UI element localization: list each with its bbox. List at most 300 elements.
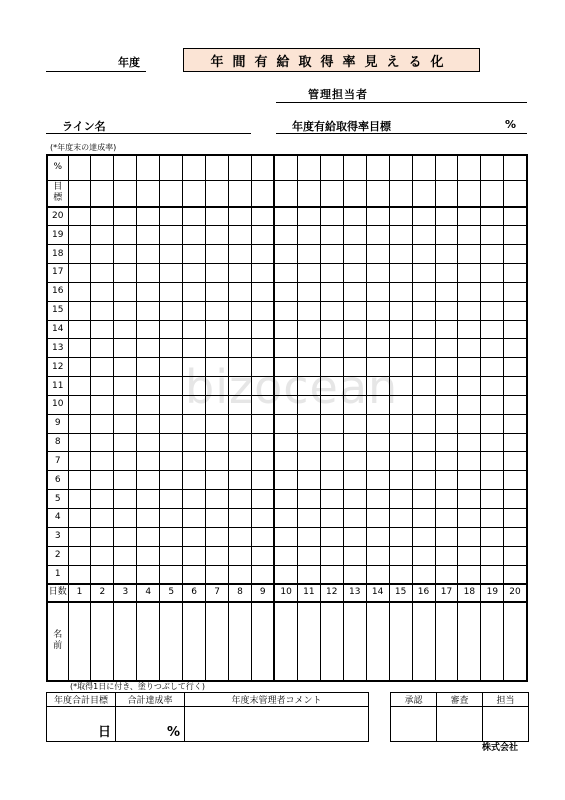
fill-cell[interactable]: [504, 414, 527, 433]
fill-cell[interactable]: [160, 395, 183, 414]
fill-cell[interactable]: [252, 452, 275, 471]
fill-cell[interactable]: [137, 282, 160, 301]
fill-cell[interactable]: [206, 226, 229, 245]
fill-cell[interactable]: [435, 245, 458, 264]
fill-cell[interactable]: [320, 509, 343, 528]
percent-cell[interactable]: [481, 155, 504, 180]
fill-cell[interactable]: [435, 377, 458, 396]
fill-cell[interactable]: [366, 207, 389, 226]
target-cell[interactable]: [458, 180, 481, 207]
fill-cell[interactable]: [274, 433, 297, 452]
target-cell[interactable]: [389, 180, 412, 207]
fill-cell[interactable]: [68, 527, 91, 546]
fill-cell[interactable]: [320, 452, 343, 471]
fill-cell[interactable]: [320, 207, 343, 226]
fill-cell[interactable]: [389, 301, 412, 320]
fill-cell[interactable]: [297, 301, 320, 320]
fill-cell[interactable]: [412, 320, 435, 339]
fill-cell[interactable]: [160, 509, 183, 528]
fill-cell[interactable]: [274, 282, 297, 301]
fill-cell[interactable]: [366, 433, 389, 452]
fill-cell[interactable]: [91, 358, 114, 377]
fill-cell[interactable]: [206, 245, 229, 264]
fill-cell[interactable]: [389, 452, 412, 471]
fill-cell[interactable]: [274, 245, 297, 264]
fill-cell[interactable]: [481, 245, 504, 264]
percent-cell[interactable]: [206, 155, 229, 180]
fill-cell[interactable]: [297, 282, 320, 301]
fill-cell[interactable]: [297, 490, 320, 509]
fill-cell[interactable]: [160, 264, 183, 283]
fill-cell[interactable]: [297, 433, 320, 452]
fill-cell[interactable]: [481, 527, 504, 546]
fill-cell[interactable]: [412, 377, 435, 396]
fill-cell[interactable]: [412, 207, 435, 226]
fill-cell[interactable]: [114, 339, 137, 358]
fill-cell[interactable]: [435, 546, 458, 565]
fill-cell[interactable]: [68, 245, 91, 264]
fill-cell[interactable]: [435, 527, 458, 546]
fill-cell[interactable]: [229, 414, 252, 433]
target-cell[interactable]: [206, 180, 229, 207]
fill-cell[interactable]: [206, 490, 229, 509]
fill-cell[interactable]: [68, 471, 91, 490]
fill-cell[interactable]: [274, 452, 297, 471]
fill-cell[interactable]: [114, 395, 137, 414]
fill-cell[interactable]: [183, 301, 206, 320]
fill-cell[interactable]: [183, 207, 206, 226]
fill-cell[interactable]: [252, 527, 275, 546]
name-cell[interactable]: [137, 602, 160, 681]
fill-cell[interactable]: [435, 509, 458, 528]
name-cell[interactable]: [389, 602, 412, 681]
target-cell[interactable]: [252, 180, 275, 207]
fill-cell[interactable]: [160, 282, 183, 301]
fill-cell[interactable]: [389, 565, 412, 584]
fill-cell[interactable]: [206, 358, 229, 377]
name-cell[interactable]: [481, 602, 504, 681]
fill-cell[interactable]: [252, 565, 275, 584]
fill-cell[interactable]: [68, 414, 91, 433]
fill-cell[interactable]: [137, 320, 160, 339]
fill-cell[interactable]: [68, 339, 91, 358]
fill-cell[interactable]: [366, 245, 389, 264]
fill-cell[interactable]: [252, 264, 275, 283]
percent-cell[interactable]: [114, 155, 137, 180]
fill-cell[interactable]: [481, 546, 504, 565]
fill-cell[interactable]: [389, 264, 412, 283]
fill-cell[interactable]: [320, 226, 343, 245]
fill-cell[interactable]: [206, 301, 229, 320]
fill-cell[interactable]: [297, 339, 320, 358]
fill-cell[interactable]: [389, 339, 412, 358]
fill-cell[interactable]: [229, 226, 252, 245]
review-stamp-field[interactable]: [437, 707, 483, 742]
fill-cell[interactable]: [297, 565, 320, 584]
fill-cell[interactable]: [137, 414, 160, 433]
fill-cell[interactable]: [274, 320, 297, 339]
fill-cell[interactable]: [412, 226, 435, 245]
fill-cell[interactable]: [68, 565, 91, 584]
fill-cell[interactable]: [320, 395, 343, 414]
fill-cell[interactable]: [114, 509, 137, 528]
fill-cell[interactable]: [183, 245, 206, 264]
fill-cell[interactable]: [412, 546, 435, 565]
fill-cell[interactable]: [481, 414, 504, 433]
fill-cell[interactable]: [389, 377, 412, 396]
fill-cell[interactable]: [297, 509, 320, 528]
fill-cell[interactable]: [183, 509, 206, 528]
fill-cell[interactable]: [504, 264, 527, 283]
fill-cell[interactable]: [252, 301, 275, 320]
fill-cell[interactable]: [91, 565, 114, 584]
fill-cell[interactable]: [274, 509, 297, 528]
fill-cell[interactable]: [481, 320, 504, 339]
fill-cell[interactable]: [114, 320, 137, 339]
fill-cell[interactable]: [366, 509, 389, 528]
name-cell[interactable]: [183, 602, 206, 681]
fill-cell[interactable]: [481, 377, 504, 396]
percent-cell[interactable]: [458, 155, 481, 180]
fill-cell[interactable]: [297, 546, 320, 565]
fill-cell[interactable]: [504, 509, 527, 528]
approve-stamp-field[interactable]: [391, 707, 437, 742]
fill-cell[interactable]: [252, 377, 275, 396]
fill-cell[interactable]: [252, 245, 275, 264]
target-cell[interactable]: [343, 180, 366, 207]
comment-field[interactable]: [185, 707, 369, 742]
fill-cell[interactable]: [252, 395, 275, 414]
fill-cell[interactable]: [160, 546, 183, 565]
fill-cell[interactable]: [137, 527, 160, 546]
fill-cell[interactable]: [91, 546, 114, 565]
target-cell[interactable]: [297, 180, 320, 207]
fill-cell[interactable]: [366, 377, 389, 396]
fill-cell[interactable]: [504, 452, 527, 471]
fill-cell[interactable]: [435, 565, 458, 584]
fill-cell[interactable]: [412, 471, 435, 490]
fill-cell[interactable]: [412, 395, 435, 414]
fill-cell[interactable]: [412, 452, 435, 471]
fill-cell[interactable]: [366, 264, 389, 283]
fill-cell[interactable]: [504, 339, 527, 358]
fill-cell[interactable]: [389, 490, 412, 509]
fill-cell[interactable]: [229, 565, 252, 584]
fill-cell[interactable]: [389, 207, 412, 226]
name-cell[interactable]: [252, 602, 275, 681]
fill-cell[interactable]: [320, 414, 343, 433]
fill-cell[interactable]: [435, 490, 458, 509]
fill-cell[interactable]: [458, 490, 481, 509]
fill-cell[interactable]: [297, 452, 320, 471]
fill-cell[interactable]: [229, 471, 252, 490]
fill-cell[interactable]: [343, 301, 366, 320]
fill-cell[interactable]: [458, 471, 481, 490]
fill-cell[interactable]: [320, 339, 343, 358]
fill-cell[interactable]: [435, 207, 458, 226]
fill-cell[interactable]: [183, 527, 206, 546]
fill-cell[interactable]: [458, 395, 481, 414]
fill-cell[interactable]: [320, 320, 343, 339]
fill-cell[interactable]: [91, 282, 114, 301]
total-rate-field[interactable]: [116, 707, 185, 742]
fill-cell[interactable]: [389, 226, 412, 245]
fill-cell[interactable]: [504, 471, 527, 490]
fill-cell[interactable]: [274, 565, 297, 584]
fill-cell[interactable]: [412, 358, 435, 377]
percent-cell[interactable]: [183, 155, 206, 180]
fill-cell[interactable]: [504, 282, 527, 301]
percent-cell[interactable]: [343, 155, 366, 180]
fill-cell[interactable]: [91, 320, 114, 339]
fill-cell[interactable]: [91, 226, 114, 245]
fill-cell[interactable]: [252, 471, 275, 490]
fill-cell[interactable]: [68, 301, 91, 320]
fill-cell[interactable]: [412, 301, 435, 320]
fill-cell[interactable]: [504, 358, 527, 377]
fill-cell[interactable]: [160, 320, 183, 339]
fill-cell[interactable]: [412, 490, 435, 509]
fill-cell[interactable]: [320, 490, 343, 509]
fill-cell[interactable]: [274, 490, 297, 509]
fill-cell[interactable]: [412, 339, 435, 358]
fill-cell[interactable]: [137, 395, 160, 414]
fill-cell[interactable]: [160, 452, 183, 471]
fill-cell[interactable]: [229, 245, 252, 264]
fill-cell[interactable]: [206, 339, 229, 358]
fill-cell[interactable]: [366, 282, 389, 301]
fill-cell[interactable]: [435, 452, 458, 471]
fill-cell[interactable]: [160, 490, 183, 509]
name-cell[interactable]: [504, 602, 527, 681]
fill-cell[interactable]: [504, 207, 527, 226]
fill-cell[interactable]: [229, 358, 252, 377]
fill-cell[interactable]: [504, 565, 527, 584]
fill-cell[interactable]: [389, 433, 412, 452]
fill-cell[interactable]: [458, 452, 481, 471]
fill-cell[interactable]: [114, 377, 137, 396]
target-cell[interactable]: [68, 180, 91, 207]
fill-cell[interactable]: [252, 358, 275, 377]
fill-cell[interactable]: [297, 358, 320, 377]
fill-cell[interactable]: [320, 471, 343, 490]
percent-cell[interactable]: [297, 155, 320, 180]
percent-cell[interactable]: [274, 155, 297, 180]
fill-cell[interactable]: [229, 509, 252, 528]
fill-cell[interactable]: [160, 226, 183, 245]
fill-cell[interactable]: [206, 546, 229, 565]
fill-cell[interactable]: [229, 452, 252, 471]
fill-cell[interactable]: [68, 320, 91, 339]
target-cell[interactable]: [91, 180, 114, 207]
fill-cell[interactable]: [114, 207, 137, 226]
fill-cell[interactable]: [320, 527, 343, 546]
fill-cell[interactable]: [412, 264, 435, 283]
fill-cell[interactable]: [252, 226, 275, 245]
fill-cell[interactable]: [206, 282, 229, 301]
fill-cell[interactable]: [366, 358, 389, 377]
name-cell[interactable]: [160, 602, 183, 681]
name-cell[interactable]: [91, 602, 114, 681]
fill-cell[interactable]: [137, 509, 160, 528]
fill-cell[interactable]: [458, 207, 481, 226]
fill-cell[interactable]: [458, 358, 481, 377]
fill-cell[interactable]: [412, 245, 435, 264]
fill-cell[interactable]: [114, 452, 137, 471]
fill-cell[interactable]: [252, 490, 275, 509]
fill-cell[interactable]: [229, 264, 252, 283]
fill-cell[interactable]: [343, 471, 366, 490]
fill-cell[interactable]: [114, 358, 137, 377]
fill-cell[interactable]: [114, 433, 137, 452]
fill-cell[interactable]: [183, 471, 206, 490]
name-cell[interactable]: [274, 602, 297, 681]
fill-cell[interactable]: [229, 433, 252, 452]
fill-cell[interactable]: [160, 339, 183, 358]
fill-cell[interactable]: [412, 414, 435, 433]
fill-cell[interactable]: [183, 490, 206, 509]
fill-cell[interactable]: [91, 377, 114, 396]
fill-cell[interactable]: [343, 358, 366, 377]
fill-cell[interactable]: [343, 546, 366, 565]
fill-cell[interactable]: [343, 490, 366, 509]
fill-cell[interactable]: [183, 414, 206, 433]
fill-cell[interactable]: [91, 509, 114, 528]
fill-cell[interactable]: [481, 226, 504, 245]
percent-cell[interactable]: [68, 155, 91, 180]
fill-cell[interactable]: [183, 565, 206, 584]
fill-cell[interactable]: [183, 358, 206, 377]
target-cell[interactable]: [366, 180, 389, 207]
fill-cell[interactable]: [481, 452, 504, 471]
target-cell[interactable]: [481, 180, 504, 207]
name-cell[interactable]: [114, 602, 137, 681]
fill-cell[interactable]: [114, 546, 137, 565]
fill-cell[interactable]: [320, 245, 343, 264]
fill-cell[interactable]: [435, 282, 458, 301]
fill-cell[interactable]: [68, 207, 91, 226]
fill-cell[interactable]: [68, 433, 91, 452]
fill-cell[interactable]: [160, 358, 183, 377]
fill-cell[interactable]: [343, 320, 366, 339]
fill-cell[interactable]: [229, 282, 252, 301]
fill-cell[interactable]: [160, 301, 183, 320]
fill-cell[interactable]: [458, 565, 481, 584]
fill-cell[interactable]: [458, 301, 481, 320]
fill-cell[interactable]: [435, 358, 458, 377]
fill-cell[interactable]: [389, 358, 412, 377]
fill-cell[interactable]: [343, 509, 366, 528]
fill-cell[interactable]: [435, 339, 458, 358]
fill-cell[interactable]: [297, 207, 320, 226]
fill-cell[interactable]: [252, 414, 275, 433]
fill-cell[interactable]: [343, 414, 366, 433]
fill-cell[interactable]: [183, 339, 206, 358]
fill-cell[interactable]: [183, 395, 206, 414]
fill-cell[interactable]: [274, 527, 297, 546]
fill-cell[interactable]: [343, 433, 366, 452]
fill-cell[interactable]: [504, 320, 527, 339]
fill-cell[interactable]: [458, 226, 481, 245]
fill-cell[interactable]: [297, 226, 320, 245]
fill-cell[interactable]: [252, 546, 275, 565]
fill-cell[interactable]: [68, 395, 91, 414]
name-cell[interactable]: [458, 602, 481, 681]
fill-cell[interactable]: [320, 546, 343, 565]
fill-cell[interactable]: [297, 377, 320, 396]
fill-cell[interactable]: [274, 358, 297, 377]
percent-cell[interactable]: [252, 155, 275, 180]
target-cell[interactable]: [229, 180, 252, 207]
fill-cell[interactable]: [412, 282, 435, 301]
fill-cell[interactable]: [366, 301, 389, 320]
percent-cell[interactable]: [366, 155, 389, 180]
fill-cell[interactable]: [160, 377, 183, 396]
fill-cell[interactable]: [91, 245, 114, 264]
fill-cell[interactable]: [206, 395, 229, 414]
fill-cell[interactable]: [297, 471, 320, 490]
target-cell[interactable]: [160, 180, 183, 207]
fill-cell[interactable]: [343, 395, 366, 414]
fill-cell[interactable]: [366, 565, 389, 584]
fill-cell[interactable]: [137, 358, 160, 377]
target-cell[interactable]: [274, 180, 297, 207]
fill-cell[interactable]: [114, 282, 137, 301]
percent-cell[interactable]: [137, 155, 160, 180]
fill-cell[interactable]: [137, 490, 160, 509]
percent-cell[interactable]: [91, 155, 114, 180]
fill-cell[interactable]: [68, 377, 91, 396]
fill-cell[interactable]: [229, 395, 252, 414]
fill-cell[interactable]: [366, 395, 389, 414]
fill-cell[interactable]: [366, 471, 389, 490]
fill-cell[interactable]: [504, 395, 527, 414]
fill-cell[interactable]: [481, 509, 504, 528]
fill-cell[interactable]: [343, 377, 366, 396]
fill-cell[interactable]: [114, 226, 137, 245]
fill-cell[interactable]: [274, 377, 297, 396]
fill-cell[interactable]: [206, 509, 229, 528]
target-cell[interactable]: [412, 180, 435, 207]
fill-cell[interactable]: [137, 565, 160, 584]
fill-cell[interactable]: [183, 264, 206, 283]
fill-cell[interactable]: [183, 433, 206, 452]
fill-cell[interactable]: [206, 433, 229, 452]
fill-cell[interactable]: [458, 509, 481, 528]
fill-cell[interactable]: [504, 490, 527, 509]
name-cell[interactable]: [206, 602, 229, 681]
fill-cell[interactable]: [206, 414, 229, 433]
fill-cell[interactable]: [343, 226, 366, 245]
fill-cell[interactable]: [389, 395, 412, 414]
fill-cell[interactable]: [481, 395, 504, 414]
fill-cell[interactable]: [114, 301, 137, 320]
percent-cell[interactable]: [412, 155, 435, 180]
fill-cell[interactable]: [252, 433, 275, 452]
fill-cell[interactable]: [481, 282, 504, 301]
fill-cell[interactable]: [366, 339, 389, 358]
fill-cell[interactable]: [137, 226, 160, 245]
fill-cell[interactable]: [160, 245, 183, 264]
fill-cell[interactable]: [435, 433, 458, 452]
fill-cell[interactable]: [320, 565, 343, 584]
fill-cell[interactable]: [274, 414, 297, 433]
fill-cell[interactable]: [320, 301, 343, 320]
fill-cell[interactable]: [320, 433, 343, 452]
fill-cell[interactable]: [481, 433, 504, 452]
name-cell[interactable]: [366, 602, 389, 681]
fill-cell[interactable]: [320, 377, 343, 396]
